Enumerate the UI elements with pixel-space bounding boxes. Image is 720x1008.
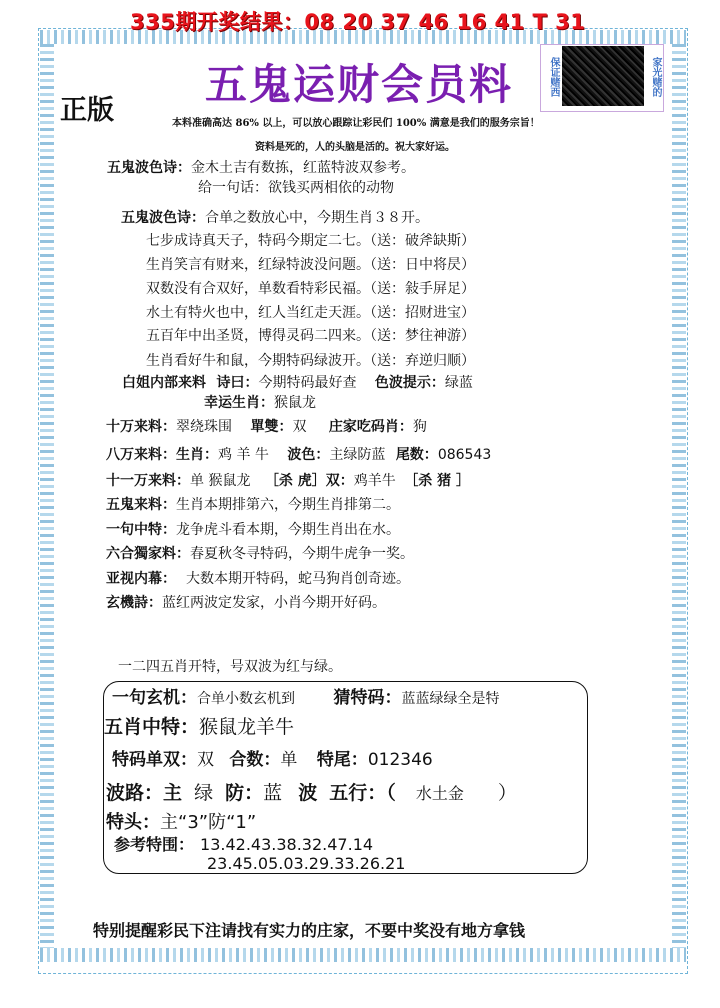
box-row3-label1: 特码单双： [112,750,197,770]
poem1-text: 金木土吉有数拣，红蓝特波双参考。 [191,160,415,176]
poem2-label: 五鬼波色诗： [121,210,205,226]
box-row4-blue: 蓝 [263,782,283,804]
border-left-pattern [40,44,54,948]
item-label: 十一万来料： [106,473,190,489]
border-bottom-pattern [40,948,686,962]
seal-right: 家光赌的 [650,57,661,97]
item-text: 鸡 羊 牛 [218,447,269,463]
box-row1 [112,683,499,708]
seal-left: 保证赌西 [548,57,559,97]
box-row4-close: ） [497,782,517,804]
item-sub3-label: ［杀 猪 ］ [404,473,470,489]
poem2-line-3: 双数没有合双好，单数看特彩民福。（送：敍手屏足） [146,281,475,297]
item-sub-label: ［杀 虎］ [264,473,326,489]
item-sub3-text: 086543 [437,447,492,463]
box-row1-label2: 猜特码： [333,688,402,708]
box-row4-main: 主 [163,782,183,804]
item-sub-label: 生肖： [176,447,218,463]
box-row6-text: 13.42.43.38.32.47.14 [200,835,374,854]
item-xuanji [106,592,386,612]
item-label: 六合獨家料： [106,546,190,562]
poem1-line [107,157,415,177]
box-row6 [114,832,373,855]
box-row5 [106,808,256,834]
box-row2-text: 猴鼠龙羊牛 [199,716,295,738]
lucky-line [204,392,316,412]
item-label: 十万来料： [106,419,176,435]
lucky-label: 幸运生肖： [204,395,274,411]
item-label: 亚视内幕： [106,571,176,587]
border-right-pattern [672,44,686,948]
box-row3-text1: 双 [197,750,214,770]
item-text: 龙争虎斗看本期，今期生肖出在水。 [176,522,400,538]
box-row4-wave: 波 [298,782,318,804]
item-text: 大数本期开特码，蛇马狗肖创奇迹。 [186,571,410,587]
box-row4-guard: 防： [225,782,264,804]
color-hint-label: 色波提示： [374,375,445,391]
item-label: 五鬼来料： [106,497,176,513]
box-row5-label: 特头： [106,812,160,833]
box-row1-text: 合单小数玄机到 [197,691,295,707]
inner-label: 白姐内部来料 [122,375,206,391]
box-row3-label2: 合数： [229,750,281,770]
lucky-text: 猴鼠龙 [274,395,316,411]
item-yashi [106,568,410,588]
item-label: 玄機詩： [106,595,162,611]
box-row1-text2: 蓝蓝绿绿全是特 [401,691,500,707]
item-label: 一句中特： [106,522,176,538]
box-row6-label: 参考特围： [114,835,195,854]
tagline-accuracy: 本料准确高达 86% 以上，可以放心跟踪让彩民们 100% 满意是我们的服务宗旨！ [172,118,540,129]
item-liuhe [106,543,414,563]
footer-warning: 特别提醒彩民下注请找有实力的庄家，不要中奖没有地方拿钱 [93,921,526,940]
color-hint-text: 绿蓝 [444,375,473,391]
item-label: 八万来料： [106,447,176,463]
poem2-line-0: 合单之数放心中，今期生肖３８开。 [205,210,429,226]
item-sub3-label: 尾数： [395,447,438,463]
poem2-line-1: 七步成诗真天子，特码今期定二七。（送：破斧缺斯） [146,233,475,249]
item-sub-text: 双 [292,419,307,435]
item-sub2-label: 双： [325,473,354,489]
box-row4-label: 波路： [106,782,164,804]
box-row2 [104,712,294,739]
poem1-label: 五鬼波色诗： [107,160,191,176]
box-row2-label: 五肖中特： [104,716,200,738]
tagline-luck: 资料是死的，人的头脑是活的。祝大家好运。 [255,142,455,153]
item-sub2-label: 波色： [287,447,330,463]
box-row3-label3: 特尾： [316,750,368,770]
item-80k [106,444,491,464]
poem2-line-5: 五百年中出圣贤，博得灵码二四来。（送：梦往神游） [146,328,475,344]
item-sub-label: 單雙： [250,419,293,435]
item-text: 春夏秋冬寻特码，今期牛虎争一奖。 [190,546,414,562]
inner-poem-label: 诗曰： [216,375,259,391]
box-row5-text: 主“3”防“1” [160,812,257,833]
note-line: 一二四五肖开特，号双波为红与绿。 [118,659,342,675]
poem1-line2: 给一句话：欲钱买两相依的动物 [198,180,394,196]
draw-result-headline: 335期开奖结果：08 20 37 46 16 41 T 31 [130,10,586,34]
item-text: 蓝红两波定发家，小肖今期开好码。 [162,595,386,611]
box-row4-elements: 水土金 [415,784,464,803]
qr-stamp-image [562,46,644,106]
page-title: 五鬼运财会员料 [205,60,514,109]
poem2-line-6: 生肖看好牛和鼠，今期特码绿波开。（送：弃逆归顺） [146,353,475,369]
genuine-badge: 正版 [60,95,114,126]
item-sub2-label: 庄家吃码肖： [328,419,413,435]
box-row4-wuxing: 五行：（ [329,782,396,804]
item-sub2-text: 狗 [412,419,427,435]
item-sub2-text: 鸡羊牛 [353,473,396,489]
box-row3-text3: 012346 [367,750,433,770]
poem2-line [121,207,429,227]
box-row4-green: 绿 [194,782,214,804]
item-100k [106,416,427,436]
item-110k [106,470,470,490]
box-row1-label: 一句玄机： [112,688,197,708]
item-text: 单 猴鼠龙 [190,473,251,489]
inner-line [122,372,473,392]
box-row7: 23.45.05.03.29.33.26.21 [207,854,406,873]
poem2-line-4: 水土有特火也中，红人当红走天涯。（送：招财进宝） [146,305,475,321]
item-yiju [106,519,400,539]
poem2-line-2: 生肖笑言有财来，红绿特波没问题。（送：日中将昃） [146,257,475,273]
box-row4 [106,778,517,805]
item-wugui [106,494,400,514]
box-row3 [112,745,433,770]
item-text: 翠绕珠围 [176,419,232,435]
item-text: 生肖本期排第六，今期生肖排第二。 [176,497,400,513]
inner-poem-text: 今期特码最好查 [258,375,357,391]
item-sub2-text: 主绿防蓝 [329,447,386,463]
box-row3-text2: 单 [280,750,298,770]
